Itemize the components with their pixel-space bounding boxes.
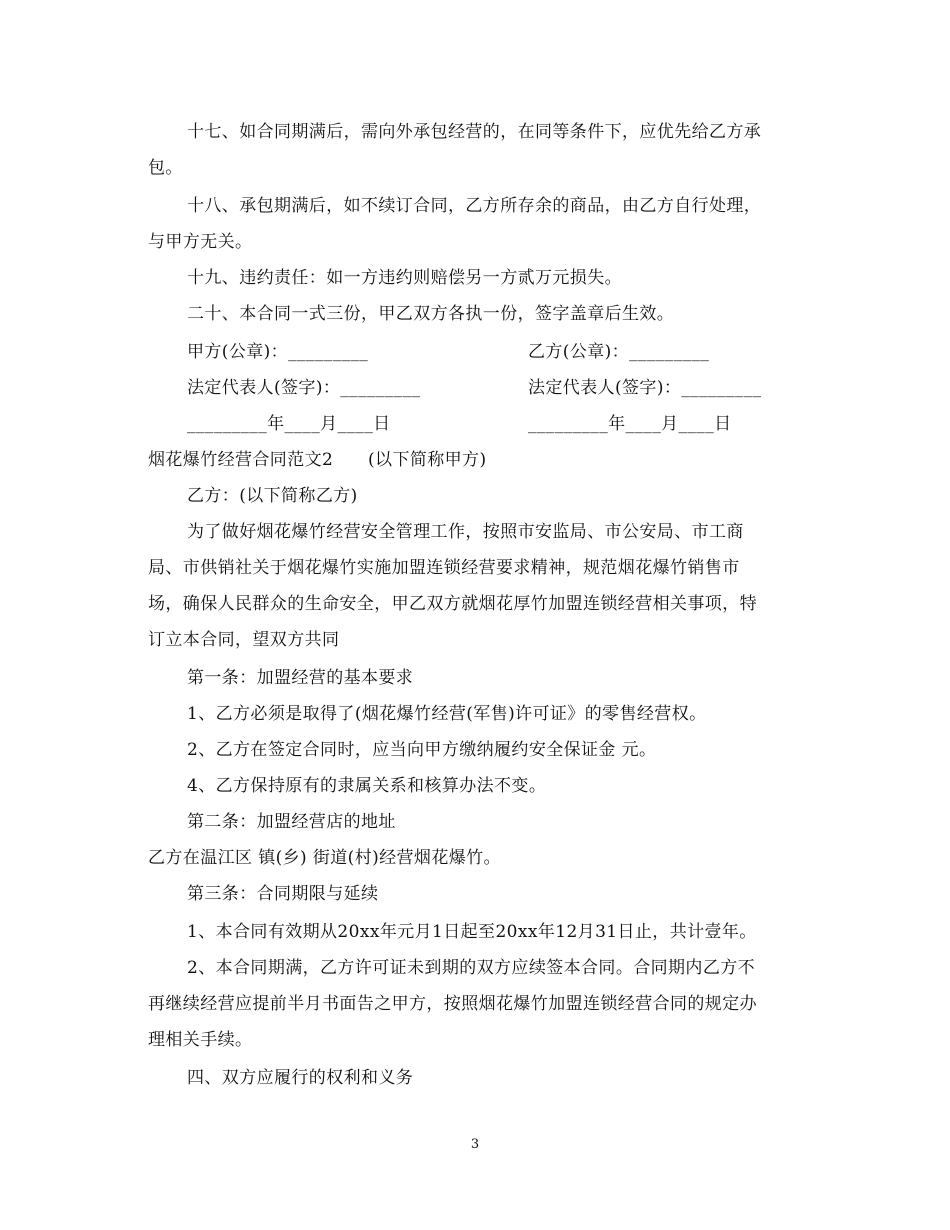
- party-b-date-field: _________年____月____日: [528, 414, 732, 434]
- sample-2-party-b: 乙方：(以下简称乙方): [187, 486, 358, 506]
- intro-line-1: 为了做好烟花爆竹经营安全管理工作，按照市安监局、市公安局、市工商: [187, 522, 744, 542]
- party-b-representative-field: 法定代表人(签字)：_________: [528, 378, 762, 398]
- article-3-item-2-line-1: 2、本合同期满，乙方许可证未到期的双方应续签本合同。合同期内乙方不: [187, 958, 756, 978]
- intro-line-2: 局、市供销社关于烟花爆竹实施加盟连锁经营要求精神，规范烟花爆竹销售市: [148, 558, 740, 578]
- clause-17-line-1: 十七、如合同期满后，需向外承包经营的，在同等条件下，应优先给乙方承: [187, 122, 762, 142]
- article-3-heading: 第三条：合同期限与延续: [187, 884, 379, 904]
- clause-19: 十九、违约责任：如一方违约则赔偿另一方贰万元损失。: [187, 268, 622, 288]
- article-3-item-1: 1、本合同有效期从20xx年元月1日起至20xx年12月31日止，共计壹年。: [187, 922, 757, 942]
- clause-17-line-2: 包。: [148, 158, 183, 178]
- party-b-seal-field: 乙方(公章)：_________: [528, 342, 710, 362]
- intro-line-4: 订立本合同，望双方共同: [148, 630, 340, 650]
- article-3-item-2-line-2: 再继续经营应提前半月书面告之甲方，按照烟花爆竹加盟连锁经营合同的规定办: [148, 994, 757, 1014]
- article-1-item-2: 2、乙方在签定合同时，应当向甲方缴纳履约安全保证金 元。: [187, 740, 657, 760]
- article-1-heading: 第一条：加盟经营的基本要求: [187, 668, 414, 688]
- article-2-heading: 第二条：加盟经营店的地址: [187, 812, 396, 832]
- sample-2-title: 烟花爆竹经营合同范文2 (以下简称甲方): [148, 450, 487, 470]
- clause-18-line-2: 与甲方无关。: [148, 232, 253, 252]
- article-4-heading: 四、双方应履行的权利和义务: [187, 1068, 414, 1088]
- party-a-seal-field: 甲方(公章)：_________: [187, 342, 369, 362]
- article-1-item-1: 1、乙方必须是取得了(烟花爆竹经营(军售)许可证》的零售经营权。: [187, 704, 707, 724]
- intro-line-3: 场，确保人民群众的生命安全，甲乙双方就烟花厚竹加盟连锁经营相关事项，特: [148, 594, 757, 614]
- clause-18-line-1: 十八、承包期满后，如不续订合同，乙方所存余的商品，由乙方自行处理，: [187, 196, 762, 216]
- party-a-date-field: _________年____月____日: [187, 414, 391, 434]
- party-a-representative-field: 法定代表人(签字)：_________: [187, 378, 421, 398]
- article-1-item-4: 4、乙方保持原有的隶属关系和核算办法不变。: [187, 776, 547, 796]
- page-number: 3: [470, 1137, 480, 1152]
- clause-20: 二十、本合同一式三份，甲乙双方各执一份，签字盖章后生效。: [187, 304, 675, 324]
- article-3-item-2-line-3: 理相关手续。: [148, 1030, 253, 1050]
- article-2-text: 乙方在温江区 镇(乡) 街道(村)经营烟花爆竹。: [148, 848, 501, 868]
